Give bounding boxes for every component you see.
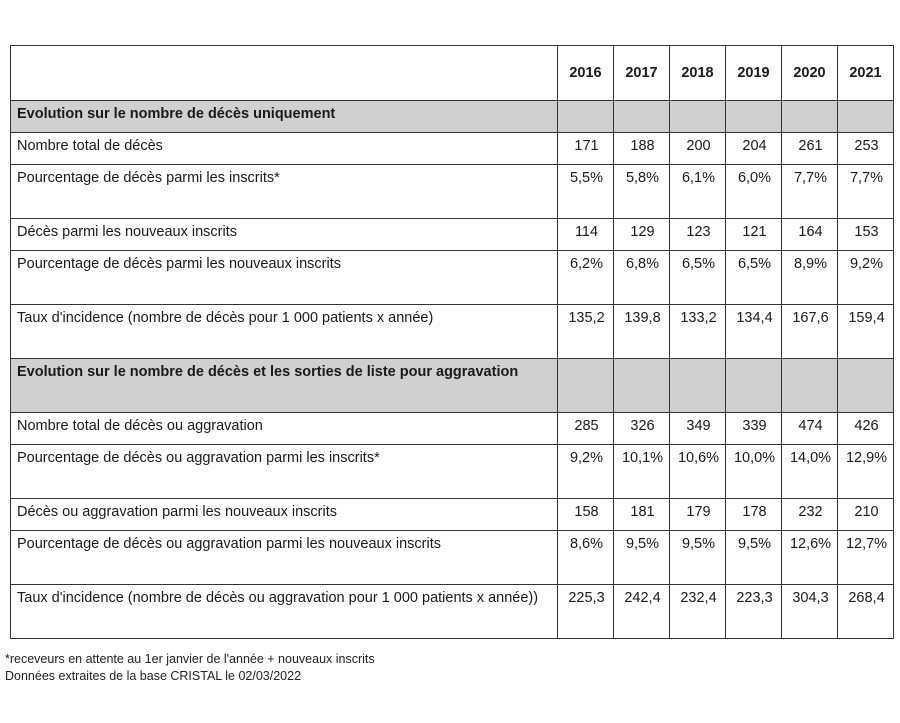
value-cell: 9,2% xyxy=(558,445,614,499)
section-empty-cell xyxy=(838,359,894,413)
value-cell: 210 xyxy=(838,499,894,531)
section-empty-cell xyxy=(614,359,670,413)
value-cell: 123 xyxy=(670,219,726,251)
table-row xyxy=(11,585,894,639)
section-header-row xyxy=(11,101,894,133)
row-label: Nombre total de décès ou aggravation xyxy=(11,413,558,445)
table-row xyxy=(11,219,894,251)
value-cell: 8,9% xyxy=(782,251,838,305)
value-cell: 171 xyxy=(558,133,614,165)
value-cell: 7,7% xyxy=(782,165,838,219)
value-cell: 6,0% xyxy=(726,165,782,219)
value-cell: 134,4 xyxy=(726,305,782,359)
value-cell: 10,6% xyxy=(670,445,726,499)
year-header: 2021 xyxy=(838,46,894,101)
value-cell: 6,2% xyxy=(558,251,614,305)
value-cell: 167,6 xyxy=(782,305,838,359)
value-cell: 6,1% xyxy=(670,165,726,219)
section-empty-cell xyxy=(670,359,726,413)
value-cell: 159,4 xyxy=(838,305,894,359)
section-title: Evolution sur le nombre de décès uniquement xyxy=(11,101,558,133)
value-cell: 304,3 xyxy=(782,585,838,639)
value-cell: 8,6% xyxy=(558,531,614,585)
value-cell: 6,5% xyxy=(670,251,726,305)
value-cell: 5,8% xyxy=(614,165,670,219)
row-label: Décès ou aggravation parmi les nouveaux inscrits xyxy=(11,499,558,531)
row-label: Taux d'incidence (nombre de décès ou aggravation pour 1 000 patients x année)) xyxy=(11,585,558,639)
value-cell: 5,5% xyxy=(558,165,614,219)
section-empty-cell xyxy=(726,359,782,413)
source-note: Données extraites de la base CRISTAL le 02/03/2022 xyxy=(5,669,302,683)
value-cell: 223,3 xyxy=(726,585,782,639)
value-cell: 285 xyxy=(558,413,614,445)
row-label: Pourcentage de décès parmi les inscrits* xyxy=(11,165,558,219)
table-row xyxy=(11,133,894,165)
table-body xyxy=(11,101,894,639)
value-cell: 12,9% xyxy=(838,445,894,499)
table-row xyxy=(11,413,894,445)
table-row xyxy=(11,445,894,499)
value-cell: 178 xyxy=(726,499,782,531)
row-label: Pourcentage de décès ou aggravation parmi les nouveaux inscrits xyxy=(11,531,558,585)
value-cell: 253 xyxy=(838,133,894,165)
table-row xyxy=(11,251,894,305)
section-empty-cell xyxy=(614,101,670,133)
row-label: Décès parmi les nouveaux inscrits xyxy=(11,219,558,251)
value-cell: 135,2 xyxy=(558,305,614,359)
section-empty-cell xyxy=(782,359,838,413)
value-cell: 261 xyxy=(782,133,838,165)
value-cell: 339 xyxy=(726,413,782,445)
header-row xyxy=(11,46,894,101)
year-header: 2017 xyxy=(614,46,670,101)
value-cell: 9,5% xyxy=(726,531,782,585)
section-empty-cell xyxy=(782,101,838,133)
section-empty-cell xyxy=(558,101,614,133)
value-cell: 200 xyxy=(670,133,726,165)
row-label: Pourcentage de décès parmi les nouveaux inscrits xyxy=(11,251,558,305)
value-cell: 7,7% xyxy=(838,165,894,219)
header-corner-cell xyxy=(11,46,558,101)
value-cell: 474 xyxy=(782,413,838,445)
row-label: Nombre total de décès xyxy=(11,133,558,165)
section-empty-cell xyxy=(558,359,614,413)
value-cell: 158 xyxy=(558,499,614,531)
mortality-table xyxy=(10,45,894,639)
value-cell: 242,4 xyxy=(614,585,670,639)
value-cell: 181 xyxy=(614,499,670,531)
value-cell: 12,6% xyxy=(782,531,838,585)
value-cell: 121 xyxy=(726,219,782,251)
value-cell: 164 xyxy=(782,219,838,251)
value-cell: 139,8 xyxy=(614,305,670,359)
value-cell: 9,5% xyxy=(670,531,726,585)
section-empty-cell xyxy=(838,101,894,133)
value-cell: 232,4 xyxy=(670,585,726,639)
value-cell: 133,2 xyxy=(670,305,726,359)
value-cell: 225,3 xyxy=(558,585,614,639)
value-cell: 153 xyxy=(838,219,894,251)
year-header: 2020 xyxy=(782,46,838,101)
table-row xyxy=(11,165,894,219)
value-cell: 12,7% xyxy=(838,531,894,585)
section-title: Evolution sur le nombre de décès et les sorties de liste pour aggravation xyxy=(11,359,558,413)
value-cell: 268,4 xyxy=(838,585,894,639)
row-label: Pourcentage de décès ou aggravation parmi les inscrits* xyxy=(11,445,558,499)
section-empty-cell xyxy=(726,101,782,133)
year-header: 2016 xyxy=(558,46,614,101)
value-cell: 6,8% xyxy=(614,251,670,305)
table-row xyxy=(11,499,894,531)
value-cell: 114 xyxy=(558,219,614,251)
value-cell: 204 xyxy=(726,133,782,165)
value-cell: 232 xyxy=(782,499,838,531)
value-cell: 9,2% xyxy=(838,251,894,305)
table-notes xyxy=(5,651,375,685)
value-cell: 349 xyxy=(670,413,726,445)
year-header: 2019 xyxy=(726,46,782,101)
table-row xyxy=(11,531,894,585)
row-label: Taux d'incidence (nombre de décès pour 1 000 patients x année) xyxy=(11,305,558,359)
value-cell: 426 xyxy=(838,413,894,445)
value-cell: 179 xyxy=(670,499,726,531)
value-cell: 188 xyxy=(614,133,670,165)
section-empty-cell xyxy=(670,101,726,133)
year-header: 2018 xyxy=(670,46,726,101)
value-cell: 129 xyxy=(614,219,670,251)
value-cell: 10,0% xyxy=(726,445,782,499)
value-cell: 326 xyxy=(614,413,670,445)
value-cell: 10,1% xyxy=(614,445,670,499)
section-header-row xyxy=(11,359,894,413)
value-cell: 9,5% xyxy=(614,531,670,585)
value-cell: 6,5% xyxy=(726,251,782,305)
footnote: *receveurs en attente au 1er janvier de l'année + nouveaux inscrits xyxy=(5,652,375,666)
value-cell: 14,0% xyxy=(782,445,838,499)
table-row xyxy=(11,305,894,359)
